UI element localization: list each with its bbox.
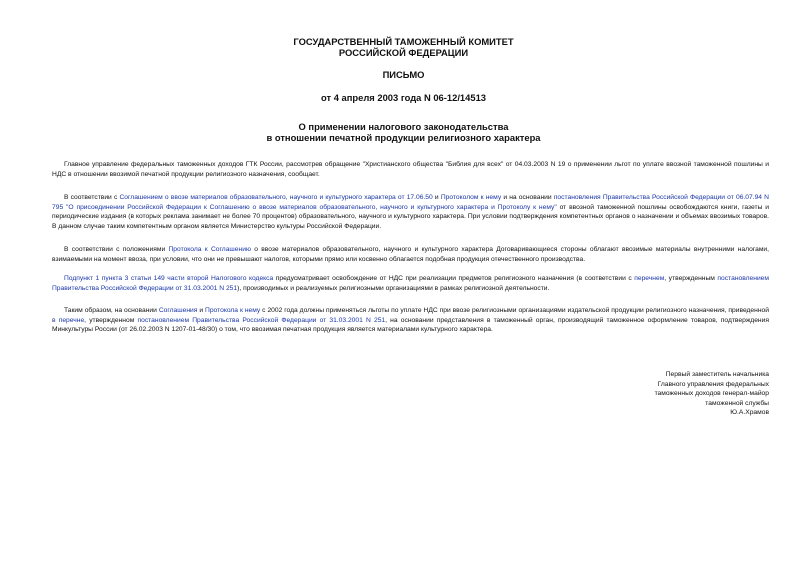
paragraph-text: о ввозе материалов образовательного, научного и культурного характера Договаривающиеся стороны облагают ввозимые материалы внутренними налогами, взимаемыми на момент ввоза, при условии, что они не превышают налогов, которыми прямо или косвенно облагается подобная продукция отечественного производства. bbox=[52, 246, 770, 263]
paragraph-3 bbox=[52, 245, 769, 264]
paragraph-5 bbox=[52, 306, 769, 335]
paragraph-2 bbox=[52, 193, 769, 231]
link-agreement[interactable]: Соглашения bbox=[158, 307, 198, 314]
link-agreement-1950[interactable]: Соглашением о ввозе материалов образовательного, научного и культурного характера от 17.06.50 bbox=[119, 194, 433, 201]
paragraph-text: ), производимых и реализуемых религиозными организациями в рамках религиозной деятельности. bbox=[237, 284, 550, 292]
signatory-position-line-4: таможенной службы bbox=[705, 399, 769, 407]
org-line-2: РОССИЙСКОЙ ФЕДЕРАЦИИ bbox=[338, 47, 469, 58]
link-protocol-to-agreement[interactable]: Протокола к Соглашению bbox=[168, 246, 251, 253]
link-in-list[interactable]: в перечне bbox=[52, 316, 85, 324]
link-protocol-to-it[interactable]: Протокола к нему bbox=[205, 307, 261, 314]
paragraph-text: , на основании представления в таможенный орган, производящий таможенное оформление товаров, подтверждения Минкультуры России (от 26.02.2003 N 1207-01-48/30) о том, что ввозимая печатная продукция является материалами культурного характера. bbox=[52, 316, 769, 333]
paragraph-text: и bbox=[197, 307, 206, 314]
paragraph-text: с 2002 года должны применяться льготы по уплате НДС при ввозе религиозными организациями издательской продукции религиозного назначения, приведенной bbox=[260, 307, 769, 314]
link-government-resolution-251[interactable]: постановлением Правительства Российской Федерации от 31.03.2001 N 251 bbox=[52, 275, 769, 292]
paragraph-text: от ввозной таможенной пошлины освобождаются книги, газеты и периодические издания (в которых реклама занимает не более 70 процентов) образовательного, научного и культурного характера. При условии подтверждения компетентных органов о назначении и объемах ввозимых товаров. В данном случае таким компетентным органом является Министерство культуры Российской Федерации. bbox=[52, 203, 770, 230]
link-tax-code-article-149[interactable]: Подпункт 1 пункта 3 статьи 149 части второй Налогового кодекса bbox=[64, 275, 274, 282]
paragraph-4 bbox=[52, 274, 769, 293]
signatory-position-line-3: таможенных доходов генерал-майор bbox=[654, 390, 769, 398]
paragraph-text: Главное управление федеральных таможенных доходов ГТК России, рассмотрев обращение "Христианского общества "Библия для всех" от 04.03.2003 N 19 о применении льгот по уплате ввозной таможенной пошлины и НДС в отношении ввозимой печатной продукции религиозного назначения, сообщает. bbox=[52, 161, 769, 178]
paragraph-text: В соответствии с bbox=[64, 194, 120, 201]
document-date-number: от 4 апреля 2003 года N 06-12/14513 bbox=[321, 92, 486, 103]
signature-block bbox=[549, 370, 769, 418]
paragraph-text: , утвержденным bbox=[664, 275, 718, 282]
signatory-position-line-2: Главного управления федеральных bbox=[657, 380, 769, 388]
subject-line-1: О применении налогового законодательства bbox=[298, 121, 509, 132]
document-subject bbox=[0, 121, 807, 143]
issuing-authority bbox=[0, 36, 807, 58]
subject-line-2: в отношении печатной продукции религиозного характера bbox=[266, 132, 541, 143]
paragraph-text: , утвержденном bbox=[84, 316, 138, 324]
paragraph-1 bbox=[52, 160, 769, 179]
paragraph-text: и на основании bbox=[501, 194, 554, 201]
link-protocol[interactable]: Протоколом к нему bbox=[440, 194, 502, 201]
paragraph-text: и bbox=[432, 194, 441, 201]
link-government-resolution-251[interactable]: постановлением Правительства Российской Федерации от 31.03.2001 N 251 bbox=[137, 316, 386, 324]
org-line-1: ГОСУДАРСТВЕННЫЙ ТАМОЖЕННЫЙ КОМИТЕТ bbox=[293, 36, 514, 47]
paragraph-text: предусматривает освобождение от НДС при реализации предметов религиозного назначения (в соответствии с bbox=[273, 275, 635, 282]
signatory-name: Ю.А.Храмов bbox=[730, 409, 769, 417]
paragraph-text: Таким образом, на основании bbox=[64, 307, 159, 314]
paragraph-text: В соответствии с положениями bbox=[64, 246, 169, 253]
document-type: ПИСЬМО bbox=[382, 69, 425, 80]
link-list[interactable]: перечнем bbox=[634, 275, 665, 282]
link-government-resolution-795[interactable]: постановления Правительства Российской Федерации от 06.07.94 N 795 "О присоединении Российской Федерации к Соглашению о ввозе материалов образовательного, научного и культурного характера и Протоколу к нему" bbox=[52, 194, 769, 211]
signatory-position-line-1: Первый заместитель начальника bbox=[665, 371, 769, 378]
